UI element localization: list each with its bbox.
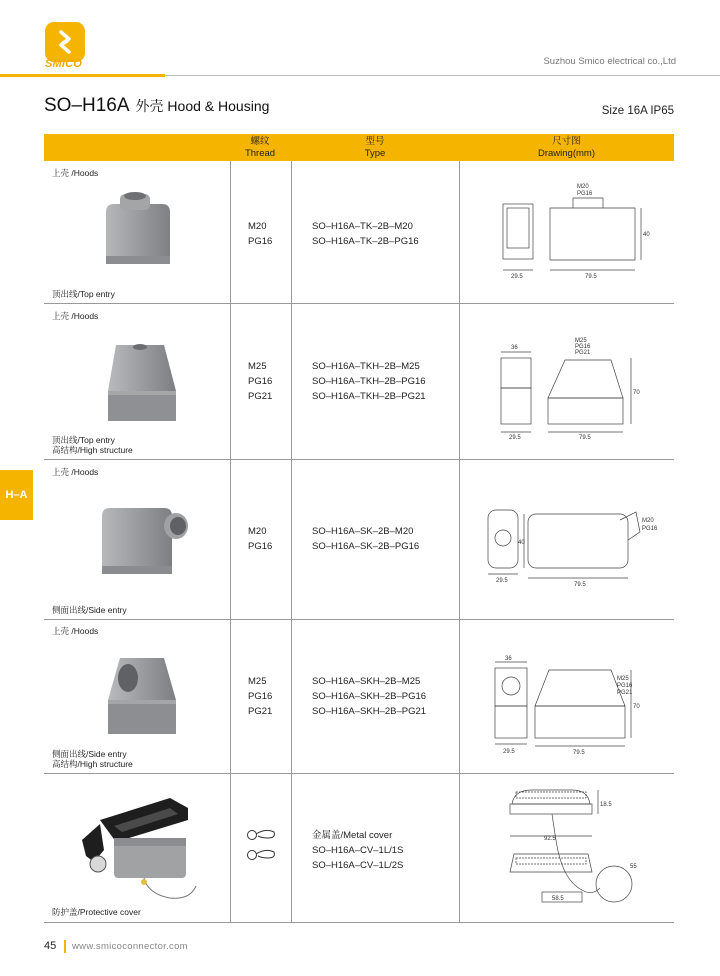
lanyard-icon <box>240 822 280 869</box>
dimension-label: M25 <box>575 338 587 344</box>
drawing-protective-cover <box>492 780 652 920</box>
column-divider <box>291 161 292 923</box>
header-divider <box>165 75 720 76</box>
thread-value: M25 <box>248 361 267 372</box>
row-divider <box>44 773 674 774</box>
dimension-label: 40 <box>643 232 650 238</box>
type-value: SO–H16A–SK–2B–PG16 <box>312 541 420 552</box>
title-main: SO–H16A <box>44 95 130 116</box>
dimension-label: PG16 <box>575 344 591 350</box>
dimension-label: M25 <box>617 676 629 682</box>
dimension-label: 18.5 <box>600 802 612 808</box>
type-value: SO–H16A–CV–1L/2S <box>312 860 404 871</box>
type-list <box>312 674 426 719</box>
footer-url: www.smicoconnector.com <box>72 941 188 952</box>
type-list <box>312 359 426 404</box>
header-type-en: Type <box>364 148 386 159</box>
dimension-label: PG21 <box>575 350 591 356</box>
header-drawing-cn: 尺寸图 <box>552 136 581 147</box>
header-thread <box>230 134 290 161</box>
dimension-label: 79.5 <box>585 274 597 280</box>
row-label-top: 上壳 /Hoods <box>52 168 99 178</box>
dimension-label: 36 <box>511 345 518 351</box>
thread-value: PG16 <box>248 376 273 387</box>
dimension-label: 29.5 <box>511 274 523 280</box>
header-accent-line <box>0 74 165 77</box>
dimension-label: 58.5 <box>552 896 564 902</box>
footer-accent <box>64 940 66 953</box>
drawing-top-entry <box>495 178 655 293</box>
row-label-top: 上壳 /Hoods <box>52 311 99 321</box>
header-type-cn: 型号 <box>365 136 385 147</box>
dimension-label: 79.5 <box>573 750 585 755</box>
row-label-bottom-2: 高结构/High structure <box>52 759 133 769</box>
dimension-label: 29.5 <box>509 435 521 441</box>
row-label-top: 上壳 /Hoods <box>52 626 99 636</box>
dimension-label: 29.5 <box>496 578 508 584</box>
type-value: SO–H16A–SKH–2B–PG21 <box>312 706 427 717</box>
drawing-top-entry-high <box>493 336 653 446</box>
page-number: 45 <box>44 940 57 952</box>
row-divider <box>44 619 674 620</box>
row-label-top: 上壳 /Hoods <box>52 467 99 477</box>
thread-list <box>248 359 272 404</box>
header-drawing <box>459 134 674 161</box>
thread-value: M20 <box>248 221 267 232</box>
row-label-bottom: 顶出线/Top entry <box>52 435 115 445</box>
thread-list <box>248 524 272 554</box>
thread-value: PG21 <box>248 391 273 402</box>
dimension-label: 79.5 <box>579 435 591 441</box>
drawing-side-entry-high <box>485 650 645 760</box>
dimension-label: PG16 <box>617 683 633 689</box>
header-thread-cn: 螺纹 <box>250 136 270 147</box>
type-value: SO–H16A–TK–2B–M20 <box>312 221 413 232</box>
type-value: SO–H16A–CV–1L/1S <box>312 845 404 856</box>
thread-value: PG16 <box>248 691 273 702</box>
dimension-label: 40 <box>518 540 525 546</box>
type-value: 金属盖/Metal cover <box>312 830 393 841</box>
dimension-label: PG16 <box>642 526 658 532</box>
hood-image-top-entry <box>98 190 178 275</box>
dimension-label: PG16 <box>577 191 593 197</box>
dimension-label: 36 <box>505 656 512 662</box>
type-value: SO–H16A–SKH–2B–M25 <box>312 676 421 687</box>
column-divider <box>459 161 460 923</box>
dimension-label: 92.5 <box>544 836 556 842</box>
row-divider <box>44 922 674 923</box>
row-label-bottom: 顶出线/Top entry <box>52 289 115 299</box>
thread-value: PG16 <box>248 541 273 552</box>
dimension-label: 70 <box>633 390 640 396</box>
page-title <box>44 95 269 117</box>
dimension-label: PG21 <box>617 690 633 696</box>
type-value: SO–H16A–TKH–2B–PG16 <box>312 376 426 387</box>
header-drawing-en: Drawing(mm) <box>538 148 595 159</box>
hood-image-side-entry-high <box>102 650 184 745</box>
type-value: SO–H16A–SK–2B–M20 <box>312 526 414 537</box>
row-divider <box>44 303 674 304</box>
type-value: SO–H16A–TK–2B–PG16 <box>312 236 419 247</box>
thread-value: PG16 <box>248 236 273 247</box>
row-label-bottom: 侧面出线/Side entry <box>52 749 127 759</box>
dimension-label: 29.5 <box>503 749 515 755</box>
row-label-bottom-2: 高结构/High structure <box>52 445 133 455</box>
size-label: Size 16A IP65 <box>601 105 674 117</box>
header-thread-en: Thread <box>244 148 276 159</box>
section-tab: H–A <box>0 470 33 520</box>
dimension-label: M20 <box>577 184 589 190</box>
company-name: Suzhou Smico electrical co.,Ltd <box>543 56 676 67</box>
logo-text: SMICO <box>45 58 83 70</box>
row-label-bottom: 侧面出线/Side entry <box>52 605 127 615</box>
dimension-label: 79.5 <box>574 582 586 588</box>
thread-list <box>248 674 272 719</box>
header-type <box>291 134 459 161</box>
thread-value: PG21 <box>248 706 273 717</box>
thread-list <box>248 219 272 249</box>
type-list <box>312 828 403 873</box>
dimension-label: 55 <box>630 864 637 870</box>
column-divider <box>230 161 231 923</box>
type-value: SO–H16A–SKH–2B–PG16 <box>312 691 427 702</box>
dimension-label: 70 <box>633 704 640 710</box>
hood-image-side-entry <box>96 500 196 585</box>
row-divider <box>44 459 674 460</box>
row-label-bottom: 防护盖/Protective cover <box>52 907 141 917</box>
type-value: SO–H16A–TKH–2B–M25 <box>312 361 420 372</box>
thread-value: M20 <box>248 526 267 537</box>
title-sub: 外壳 Hood & Housing <box>135 98 270 114</box>
dimension-label: M20 <box>642 518 654 524</box>
type-value: SO–H16A–TKH–2B–PG21 <box>312 391 426 402</box>
logo-icon <box>45 22 85 62</box>
drawing-side-entry <box>480 490 660 600</box>
hood-image-top-entry-high <box>100 335 184 430</box>
protective-cover-image <box>70 790 210 920</box>
type-list <box>312 219 419 249</box>
type-list <box>312 524 419 554</box>
thread-value: M25 <box>248 676 267 687</box>
table-header <box>44 134 674 161</box>
